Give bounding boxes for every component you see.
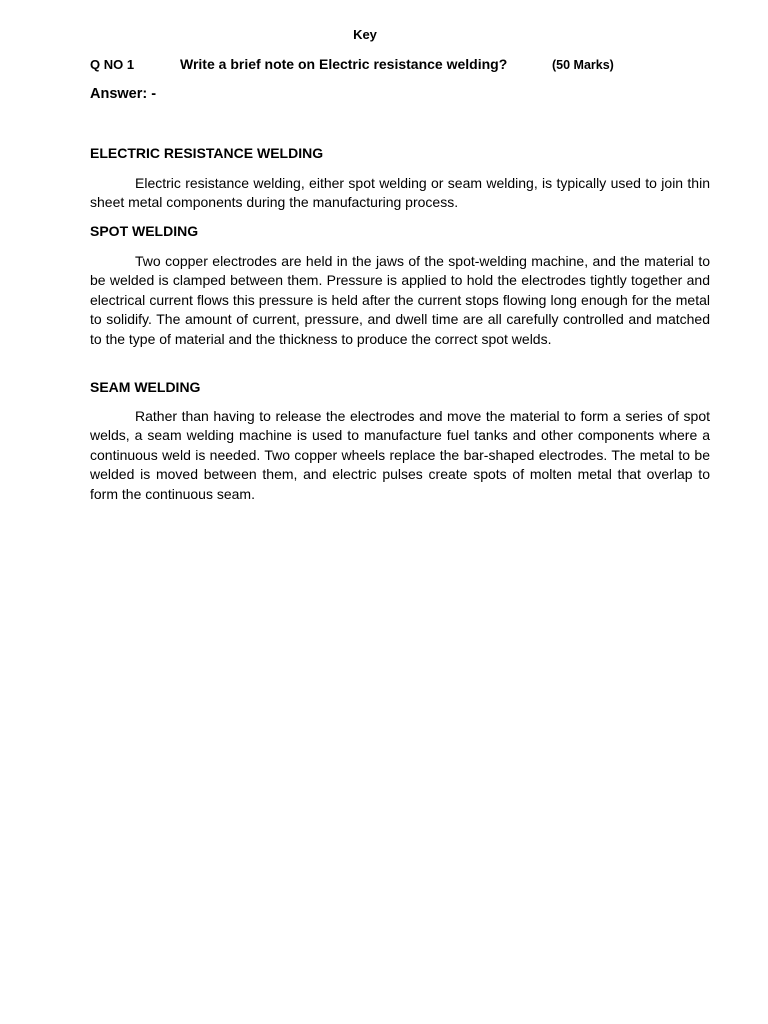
question-number: Q NO 1 [90, 57, 135, 72]
key-label: Key [353, 27, 377, 42]
answer-label: Answer: - [90, 86, 157, 102]
section-body-seam-welding: Rather than having to release the electrodes and move the material to form a series of spot welds, a seam welding machine is used to manufacture fuel tanks and other components where a continuous weld is needed. Two copper wheels replace the bar-shaped electrodes. The metal to be welded is moved between them, and electric pulses create spots of molten metal that overlap to form the continuous seam. [90, 408, 710, 502]
section-body-electric-resistance-welding: Electric resistance welding, either spot welding or seam welding, is typically used to join thin sheet metal components during the manufacturing process. [90, 175, 710, 211]
question-marks: (50 Marks) [552, 58, 614, 72]
section-heading-electric-resistance-welding: ELECTRIC RESISTANCE WELDING [90, 145, 324, 161]
question-text: Write a brief note on Electric resistance welding? [180, 56, 508, 72]
section-heading-spot-welding: SPOT WELDING [90, 223, 199, 239]
section-heading-seam-welding: SEAM WELDING [90, 379, 201, 395]
question-row [90, 56, 730, 74]
section-body-spot-welding: Two copper electrodes are held in the jaws of the spot-welding machine, and the material to be welded is clamped between them. Pressure is applied to hold the electrodes tightly together and electrical current flows this pressure is held after the current stops flowing long enough for the metal to solidify. The amount of current, pressure, and dwell time are all carefully controlled and matched to the type of material and the thickness to produce the correct spot welds. [90, 253, 710, 347]
